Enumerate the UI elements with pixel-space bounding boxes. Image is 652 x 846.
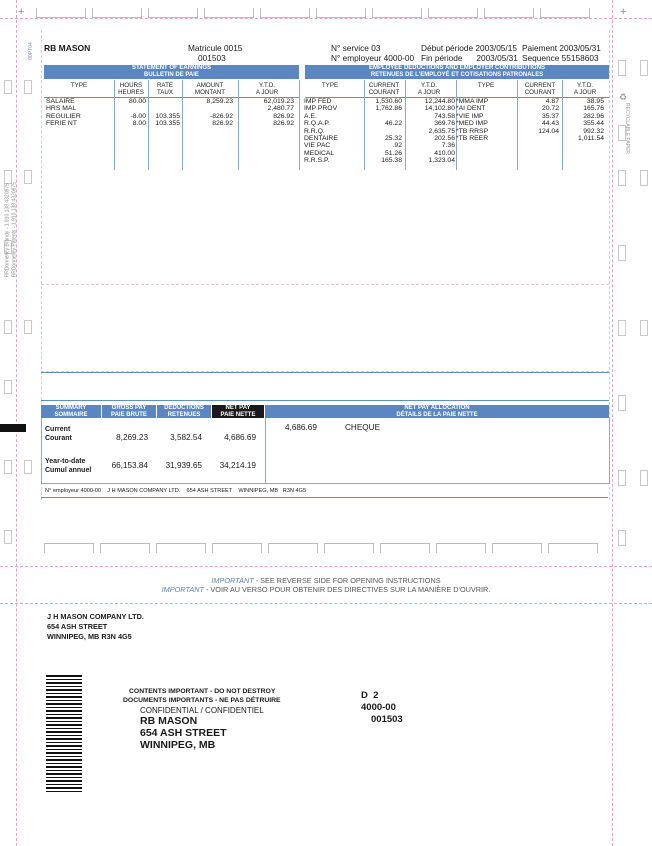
deductions-left-ytd: 12,244.80 14,102.80 743.58 369.76 2,635.75 202.56 7.36 410.00 1,323.04 <box>424 98 455 165</box>
recycle-icon: ♻ <box>619 92 628 102</box>
deductions-right-ytd: 38.95 165.76 282.96 355.44 992.32 1,011.54 <box>578 98 604 143</box>
service-number: N° service 03 <box>331 43 381 53</box>
matricule-code: 001503 <box>198 53 226 63</box>
notice-line-english <box>0 576 652 585</box>
perforation-top <box>0 18 652 19</box>
earnings-amounts: 8,259.23 -826.92 826.92 <box>206 98 233 128</box>
recipient-street: 654 ASH STREET <box>140 727 227 739</box>
ytd-deductions: 31,939.65 <box>165 461 202 470</box>
deductions-title: EMPLOYEE DEDUCTIONS AND EMPLOYER CONTRIBUTIONS <box>368 65 546 71</box>
perforation-right <box>612 0 613 846</box>
summary-box <box>41 418 610 484</box>
deductions-header-type: TYPE <box>321 82 339 89</box>
earnings-header-hours: HOURS HEURES <box>118 82 144 96</box>
perforation-lower <box>0 603 652 604</box>
body-rule <box>41 372 609 373</box>
deductions-header-current-2: CURRENT COURANT <box>524 82 556 96</box>
current-deductions: 3,582.54 <box>170 433 202 442</box>
deductions-header-type-2: TYPE <box>477 82 495 89</box>
sort-code: D 2 <box>361 690 379 701</box>
employer-number: N° employeur 4000-00 <box>331 53 415 63</box>
notice-important-en: IMPORTANT <box>211 576 254 585</box>
deductions-subtitle: RETENUES DE L'EMPLOYÉ ET COTISATIONS PATRONALES <box>370 71 544 78</box>
guide-line-a <box>41 284 609 285</box>
notice-important-fr: IMPORTANT <box>161 585 204 594</box>
employer-city: WINNIPEG, MB R3N 4G5 <box>47 632 132 641</box>
earnings-title: STATEMENT OF EARNINGS <box>131 65 212 71</box>
current-net: 4,686.69 <box>224 433 256 442</box>
summary-footer-line: N° employeur 4000-00 J H MASON COMPANY LTD. 654 ASH STREET WINNIPEG, MB R3N 4G5 <box>45 488 307 494</box>
crosshair-icon: + <box>18 6 25 18</box>
allocation-method: CHEQUE <box>345 423 381 432</box>
earnings-rates: 103.355 103.355 <box>155 112 180 128</box>
section-divider <box>299 80 300 170</box>
employee-name: RB MASON <box>44 43 91 53</box>
ytd-net: 34,214.19 <box>219 461 256 470</box>
sequence-number: Sequence 55158603 <box>522 53 599 63</box>
ytd-gross: 66,153.84 <box>111 461 148 470</box>
deductions-left-types: IMP FED IMP PROV A.E. R.Q.A.P. R.R.Q. DENTAIRE VIE PAC MEDICAL R.R.S.P. <box>304 98 338 165</box>
body-rule <box>41 400 609 401</box>
earnings-header-amount: AMOUNT MONTANT <box>194 82 226 96</box>
crosshair-icon: + <box>620 6 627 18</box>
notice-line-french <box>0 585 652 594</box>
recyclable-paper-text: RECYCLABLE PAPER <box>624 103 630 155</box>
perforation-mid <box>0 566 652 567</box>
deductions-left-current: 1,530.60 1,762.86 46.22 25.32 .92 51.26 165.38 <box>375 98 402 165</box>
earnings-header-ytd: Y.T.D. A JOUR <box>255 82 279 96</box>
allocation-amount: 4,686.69 <box>285 423 317 432</box>
net-header: NET PAY PAIE NETTE <box>212 405 264 418</box>
earnings-header-rate: RATE TAUX <box>156 82 174 96</box>
matricule: Matricule 0015 <box>188 43 243 53</box>
deductions-header-ytd-2: Y.T.D. A JOUR <box>573 82 597 96</box>
allocation-header: NET PAY ALLOCATION DÉTAILS DE LA PAIE NETTE <box>265 405 609 418</box>
deductions-header-current: CURRENT COURANT <box>368 82 400 96</box>
period-end: Fin période 2003/05/31 <box>421 53 518 63</box>
ytd-label: Year-to-date Cumul annuel <box>45 458 92 474</box>
perforation-left <box>16 0 17 846</box>
summary-footer-rule <box>41 497 608 498</box>
notice-text-fr: - VOIR AU VERSO POUR OBTENIR DES DIRECTIVES SUR LA MANIÈRE D'OUVRIR. <box>203 585 491 594</box>
period-start: Début période 2003/05/15 <box>421 43 517 53</box>
employer-address <box>47 612 144 642</box>
gross-header: GROSS PAY PAIE BRUTE <box>102 405 156 418</box>
deductions-header-ytd: Y.T.D. A JOUR <box>417 82 441 96</box>
recipient-name: RB MASON <box>140 715 198 727</box>
notice-text-en: - SEE REVERSE SIDE FOR OPENING INSTRUCTIONS <box>253 576 441 585</box>
summary-header: SUMMARY SOMMAIRE <box>41 405 101 418</box>
current-label: Current Courant <box>45 426 72 442</box>
mailing-warning-en: CONTENTS IMPORTANT - DO NOT DESTROY <box>129 688 276 695</box>
deductions-right-current: 4.87 20.72 35.37 44.43 124.04 <box>538 98 559 135</box>
deductions-total-header: DEDUCTIONS RETENUES <box>157 405 211 418</box>
earnings-title-band <box>44 65 299 79</box>
current-gross: 8,269.23 <box>116 433 148 442</box>
employer-name: J H MASON COMPANY LTD. <box>47 612 144 621</box>
mailing-employee-code: 001503 <box>371 714 403 725</box>
postal-barcode <box>46 675 82 793</box>
deductions-right-types: *MMA IMP *AI DENT *VIE IMP *MED IMP *TB RRSP *TB REER <box>456 98 489 143</box>
form-code: 00PT04 <box>27 42 34 60</box>
earnings-hours: 80.00 -8.00 8.00 <box>128 98 146 128</box>
deductions-title-band <box>305 65 609 79</box>
mailing-employer-number: 4000-00 <box>361 702 396 713</box>
earnings-types: SALAIRE HRS MAL REGULIER FERIE NT <box>46 98 81 128</box>
mailing-confidential: CONFIDENTIAL / CONFIDENTIEL <box>140 706 264 715</box>
side-printer-text: RRDonnelley Brandy - 1.910.138.4320875 RRDonnelley Patents - 1.910.138.4320875 <box>4 182 18 278</box>
earnings-subtitle: BULLETIN DE PAIE <box>144 71 199 78</box>
earnings-header-type: TYPE <box>70 82 88 89</box>
earnings-ytd: 62,019.23 2,480.77 826.92 826.92 <box>263 98 294 128</box>
recipient-city: WINNIPEG, MB <box>140 739 216 751</box>
summary-divider <box>265 418 266 483</box>
employer-street: 654 ASH STREET <box>47 622 108 631</box>
payment-date: Paiement 2003/05/31 <box>522 43 601 53</box>
registration-mark-left <box>0 424 26 432</box>
mailing-warning-fr: DOCUMENTS IMPORTANTS - NE PAS DÉTRUIRE <box>123 697 281 704</box>
